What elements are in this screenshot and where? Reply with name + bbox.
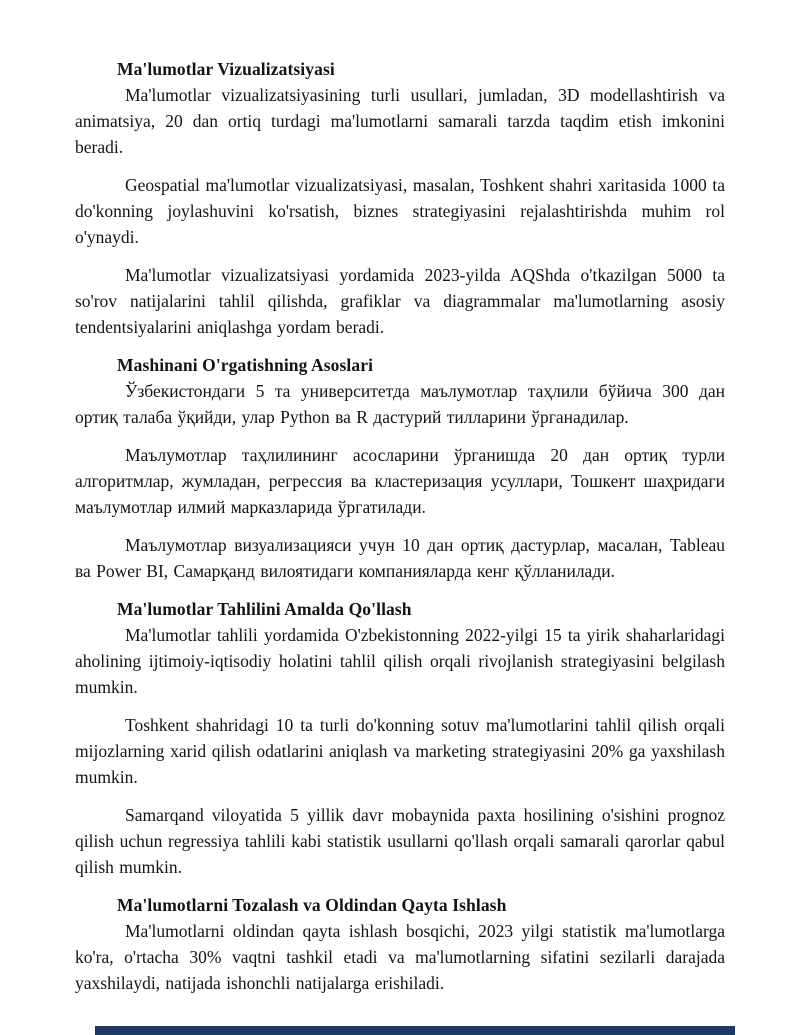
section-heading: Ma'lumotlarni Tozalash va Oldindan Qayta Ishlash: [117, 895, 507, 915]
paragraph: Маълумотлар таҳлилининг асосларини ўрганишда 20 дан ортиқ турли алгоритмлар, жумладан, регрессия ва кластеризация усуллари, Тошкент шаҳридаги маълумотлар илмий марказларида ўргатилади.: [75, 445, 725, 517]
section-applied-analysis: [75, 596, 725, 880]
next-page-element-edge: [95, 1026, 735, 1035]
paragraph: Samarqand viloyatida 5 yillik davr mobaynida paxta hosilining o'sishini prognoz qilish uchun regressiya tahlili kabi statistik usullarni qo'llash orqali samarali qarorlar qabul qilish mumkin.: [75, 805, 725, 877]
paragraph: Geospatial ma'lumotlar vizualizatsiyasi, masalan, Toshkent shahri xaritasida 1000 ta do'konning joylashuvini ko'rsatish, biznes strategiyasini rejalashtirishda muhim rol o'ynaydi.: [75, 175, 725, 247]
paragraph: Маълумотлар визуализацияси учун 10 дан ортиқ дастурлар, масалан, Tableau ва Power BI, Самарқанд вилоятидаги компанияларда кенг қўлланилади.: [75, 535, 725, 581]
section-heading: Mashinani O'rgatishning Asoslari: [117, 355, 374, 375]
section-machine-learning: [75, 352, 725, 584]
paragraph: Ma'lumotlar tahlili yordamida O'zbekistonning 2022-yilgi 15 ta yirik shaharlaridagi aholining ijtimoiy-iqtisodiy holatini tahlil qilish orqali rivojlanish strategiyasini belgilash mumkin.: [75, 625, 725, 697]
section-data-cleaning: [75, 892, 725, 996]
paragraph: Toshkent shahridagi 10 ta turli do'konning sotuv ma'lumotlarini tahlil qilish orqali mijozlarning xarid qilish odatlarini aniqlash va marketing strategiyasini 20% ga yaxshilash mumkin.: [75, 715, 725, 787]
section-data-visualization: [75, 56, 725, 340]
paragraph: Ўзбекистондаги 5 та университетда маълумотлар таҳлили бўйича 300 дан ортиқ талаба ўқийди, улар Python ва R дастурий тилларини ўрганадилар.: [75, 381, 725, 427]
paragraph: Ma'lumotlar vizualizatsiyasining turli usullari, jumladan, 3D modellashtirish va animatsiya, 20 dan ortiq turdagi ma'lumotlarni samarali tarzda taqdim etish imkonini beradi.: [75, 85, 725, 157]
paragraph: Ma'lumotlar vizualizatsiyasi yordamida 2023-yilda AQShda o'tkazilgan 5000 ta so'rov natijalarini tahlil qilishda, grafiklar va diagrammalar ma'lumotlarning asosiy tendentsiyalarini aniqlashga yordam beradi.: [75, 265, 725, 337]
paragraph: Ma'lumotlarni oldindan qayta ishlash bosqichi, 2023 yilgi statistik ma'lumotlarga ko'ra, o'rtacha 30% vaqtni tashkil etadi va ma'lumotlarning sifatini sezilarli darajada yaxshilaydi, natijada ishonchli natijalarga erishiladi.: [75, 921, 725, 993]
section-heading: Ma'lumotlar Vizualizatsiyasi: [117, 59, 335, 79]
section-heading: Ma'lumotlar Tahlilini Amalda Qo'llash: [117, 599, 412, 619]
